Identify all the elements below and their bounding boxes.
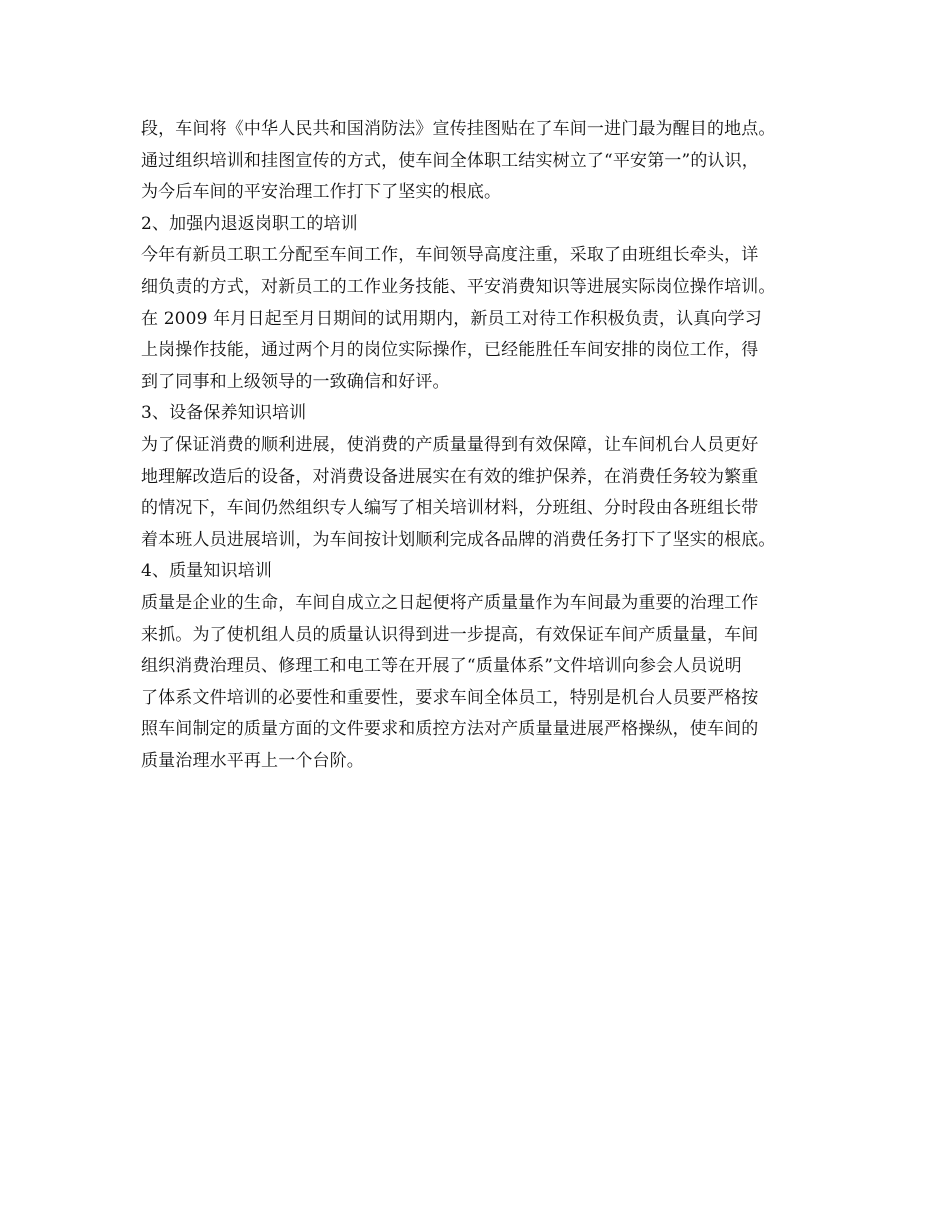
section-heading: 2、加强内退返岗职工的培训	[141, 213, 358, 234]
paragraph-line: 质量治理水平再上一个台阶。	[141, 750, 364, 771]
paragraph-line: 来抓。为了使机组人员的质量认识得到进一步提高，有效保证车间产质量量，车间	[141, 624, 759, 645]
paragraph-line: 为今后车间的平安治理工作打下了坚实的根底。	[141, 182, 502, 203]
paragraph-line: 在 2009 年月日起至月日期间的试用期内，新员工对待工作积极负责，认真向学习	[141, 308, 762, 329]
paragraph-line: 通过组织培训和挂图宣传的方式，使车间全体职工结实树立了“平安第一”的认识，	[141, 150, 759, 171]
paragraph-line: 到了同事和上级领导的一致确信和好评。	[141, 371, 450, 392]
paragraph-line: 组织消费治理员、修理工和电工等在开展了“质量体系”文件培训向参会人员说明	[141, 656, 742, 677]
paragraph-line: 细负责的方式，对新员工的工作业务技能、平安消费知识等进展实际岗位操作培训。	[141, 276, 776, 297]
paragraph-line: 着本班人员进展培训，为车间按计划顺利完成各品牌的消费任务打下了坚实的根底。	[141, 529, 776, 550]
paragraph-line: 上岗操作技能，通过两个月的岗位实际操作，已经能胜任车间安排的岗位工作，得	[141, 340, 759, 361]
paragraph-line: 今年有新员工职工分配至车间工作，车间领导高度注重，采取了由班组长牵头，详	[141, 245, 759, 266]
paragraph-line: 地理解改造后的设备，对消费设备进展实在有效的维护保养，在消费任务较为繁重	[141, 466, 759, 487]
section-heading: 3、设备保养知识培训	[141, 403, 307, 424]
paragraph-line: 了体系文件培训的必要性和重要性，要求车间全体员工，特别是机台人员要严格按	[141, 687, 759, 708]
paragraph-line: 为了保证消费的顺利进展，使消费的产质量量得到有效保障，让车间机台人员更好	[141, 434, 759, 455]
paragraph-line: 段，车间将《中华人民共和国消防法》宣传挂图贴在了车间一进门最为醒目的地点。	[141, 119, 776, 139]
paragraph-line: 的情况下，车间仍然组织专人编写了相关培训材料，分班组、分时段由各班组长带	[141, 498, 759, 519]
section-heading: 4、质量知识培训	[141, 561, 273, 582]
document-body	[141, 114, 821, 777]
paragraph-line: 照车间制定的质量方面的文件要求和质控方法对产质量量进展严格操纵，使车间的	[141, 719, 759, 740]
paragraph-line: 质量是企业的生命，车间自成立之日起便将产质量量作为车间最为重要的治理工作	[141, 592, 759, 613]
